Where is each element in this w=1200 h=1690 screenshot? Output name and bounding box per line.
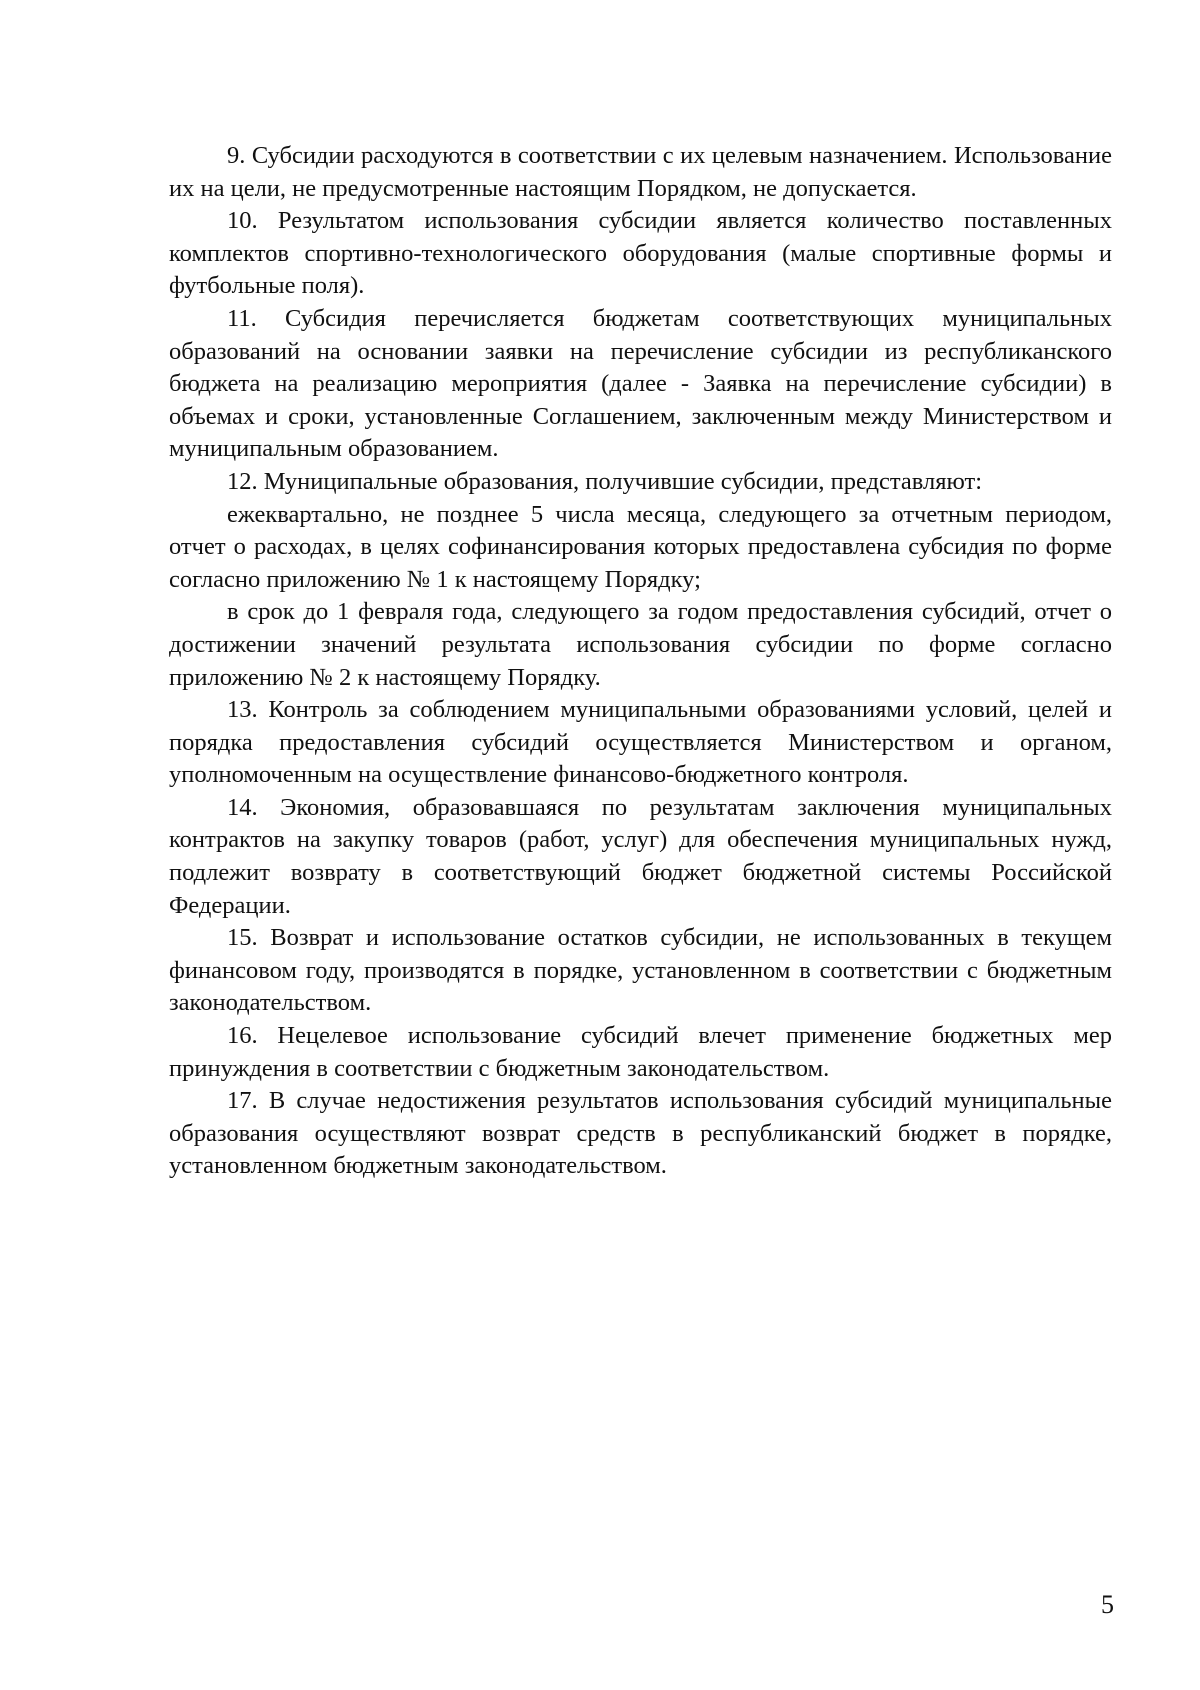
paragraph-13: 13. Контроль за соблюдением муниципальными образованиями условий, целей и порядка предоставления субсидий осуществляется Министерством и органом, уполномоченным на осуществление финансово-бюджетного контроля. <box>169 696 1112 789</box>
paragraph-12-annual-report: в срок до 1 февраля года, следующего за годом предоставления субсидий, отчет о достижении значений результата использования субсидии по форме согласно приложению № 2 к настоящему Порядку. <box>169 598 1112 691</box>
paragraph-12-quarterly-report: ежеквартально, не позднее 5 числа месяца, следующего за отчетным периодом, отчет о расходах, в целях софинансирования которых предоставлена субсидия по форме согласно приложению № 1 к настоящему Порядку; <box>169 500 1112 593</box>
paragraph-9: 9. Субсидии расходуются в соответствии с их целевым назначением. Использование их на цели, не предусмотренные настоящим Порядком, не допускается. <box>169 142 1112 202</box>
paragraph-14: 14. Экономия, образовавшаяся по результатам заключения муниципальных контрактов на закупку товаров (работ, услуг) для обеспечения муниципальных нужд, подлежит возврату в соответствующий бюджет бюджетной системы Российской Федерации. <box>169 793 1112 919</box>
page-number: 5 <box>1101 1590 1114 1619</box>
document-body <box>169 140 1112 1183</box>
paragraph-15: 15. Возврат и использование остатков субсидии, не использованных в текущем финансовом году, производятся в порядке, установленном в соответствии с бюджетным законодательством. <box>169 924 1112 1017</box>
paragraph-12: 12. Муниципальные образования, получившие субсидии, представляют: <box>227 467 983 495</box>
paragraph-11: 11. Субсидия перечисляется бюджетам соответствующих муниципальных образований на основании заявки на перечисление субсидии из республиканского бюджета на реализацию мероприятия (далее - Заявка на перечисление субсидии) в объемах и сроки, установленные Соглашением, заключенным между Министерством и муниципальным образованием. <box>169 304 1112 463</box>
paragraph-10: 10. Результатом использования субсидии является количество поставленных комплектов спортивно-технологического оборудования (малые спортивные формы и футбольные поля). <box>169 207 1112 300</box>
paragraph-16: 16. Нецелевое использование субсидий влечет применение бюджетных мер принуждения в соответствии с бюджетным законодательством. <box>169 1022 1112 1082</box>
paragraph-17: 17. В случае недостижения результатов использования субсидий муниципальные образования осуществляют возврат средств в республиканский бюджет в порядке, установленном бюджетным законодательством. <box>169 1087 1112 1180</box>
